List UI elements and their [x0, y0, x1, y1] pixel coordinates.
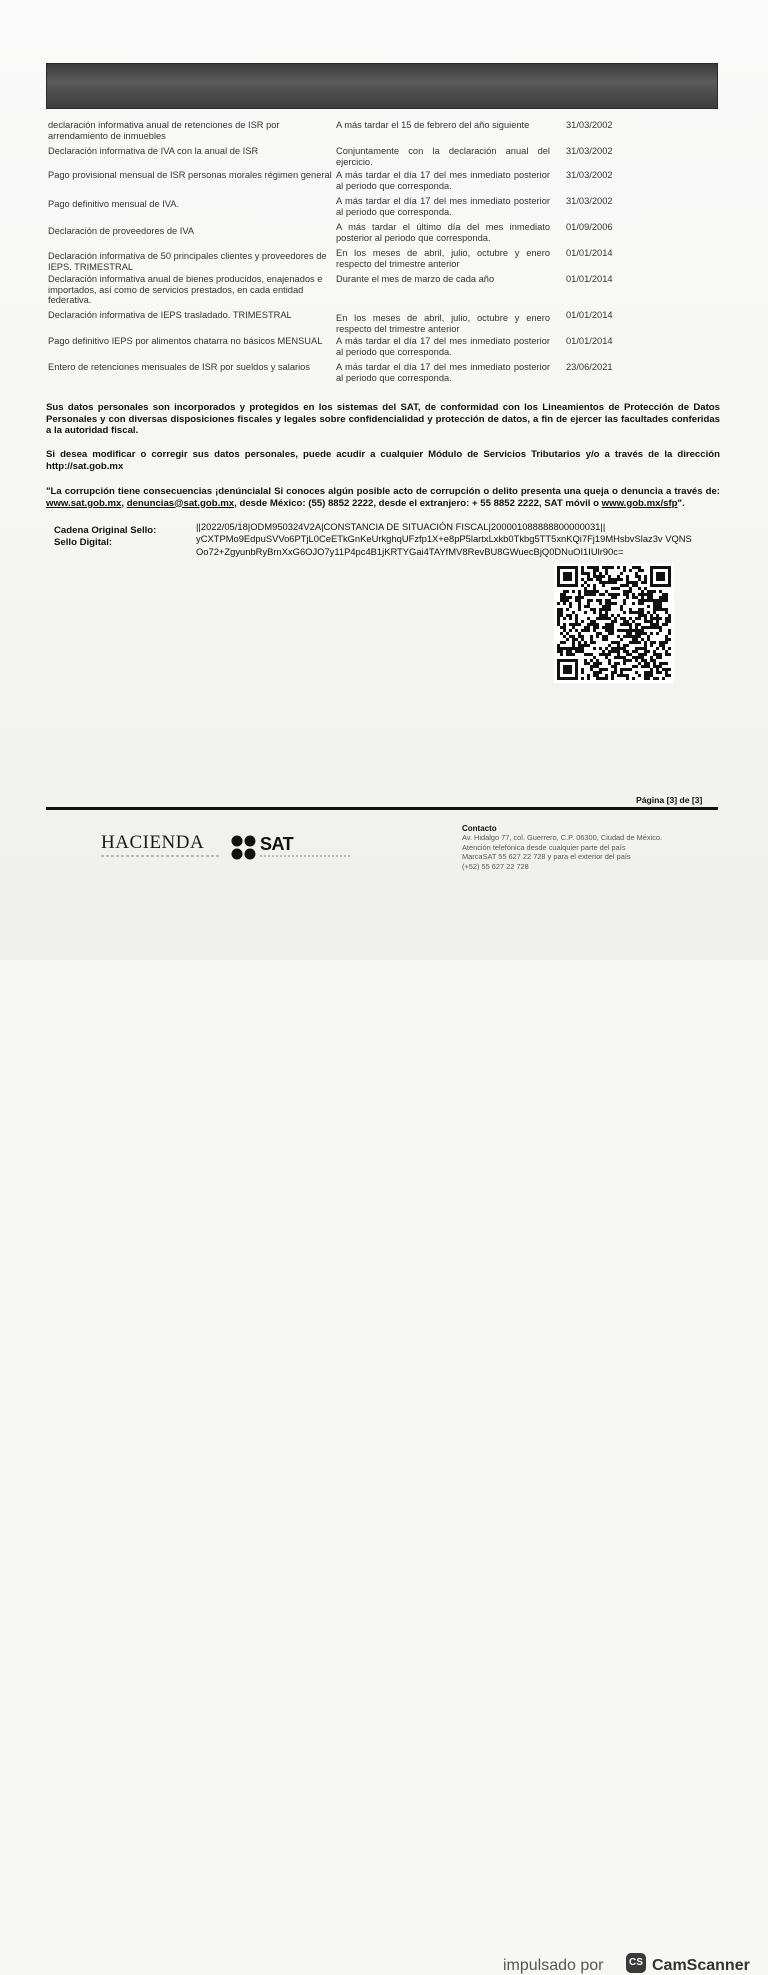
- table-header-bar: [46, 63, 718, 109]
- impulsado-text: impulsado por: [503, 1957, 604, 1974]
- document-page: [0, 0, 768, 960]
- sat-logo-subtitle: [260, 855, 352, 857]
- contact-title: Contacto: [462, 824, 497, 833]
- due-cell: A más tardar el día 17 del mes inmediato posterior al periodo que corresponda.: [336, 336, 550, 357]
- sat-logo-text: SAT: [260, 834, 294, 854]
- start-date-cell: 01/09/2006: [566, 222, 613, 232]
- table-row: [46, 310, 722, 336]
- hacienda-logo-subtitle: [101, 855, 221, 857]
- corruption-text: "La corrupción tiene consecuencias ¡denúncialal Si conoces algún posible acto de corrupción o delito presenta una queja o denuncia a través de:: [46, 486, 720, 497]
- start-date-cell: 31/03/2002: [566, 120, 613, 130]
- start-date-cell: 01/01/2014: [566, 310, 613, 320]
- due-cell: A más tardar el día 17 del mes inmediato posterior al periodo que corresponda.: [336, 196, 550, 217]
- footer-divider: [46, 807, 718, 810]
- privacy-notice: Sus datos personales son incorporados y protegidos en los sistemas del SAT, de conformidad con los Lineamientos de Protección de Datos Personales y con diversas disposiciones fiscales y legales sobre confidencialidad y protección de datos, a fin de ejercer las facultades conferidas a la autoridad fiscal.: [46, 402, 720, 436]
- corruption-phones-text: , desde México: (55) 8852 2222, desde el extranjero: + 55 8852 2222, SAT móvil o: [234, 497, 602, 509]
- seal-values: [196, 521, 696, 558]
- contact-line: (+52) 55 627 22 728: [462, 861, 529, 871]
- table-row: [46, 336, 722, 362]
- hacienda-logo: HACIENDA: [101, 832, 205, 853]
- obligation-cell: declaración informativa anual de retenciones de ISR por arrendamiento de inmuebles: [48, 120, 280, 141]
- obligation-cell: Declaración informativa de 50 principales clientes y proveedores de IEPS. TRIMESTRAL: [48, 251, 327, 272]
- obligation-cell: Pago provisional mensual de ISR personas morales régimen general: [48, 170, 332, 180]
- obligation-cell: Declaración informativa de IEPS trasladado. TRIMESTRAL: [48, 310, 292, 320]
- start-date-cell: 01/01/2014: [566, 248, 613, 258]
- sello-digital-label: Sello Digital:: [54, 537, 113, 548]
- camscanner-watermark-bar: [0, 960, 768, 1974]
- obligation-cell: Pago definitivo mensual de IVA.: [48, 199, 180, 209]
- table-row: [46, 274, 722, 310]
- due-cell: En los meses de abril, julio, octubre y enero respecto del trimestre anterior: [336, 313, 550, 334]
- table-row: [46, 146, 722, 170]
- start-date-cell: 31/03/2002: [566, 146, 613, 156]
- table-row: [46, 222, 722, 248]
- table-row: [46, 196, 722, 222]
- qr-code-icon: [554, 563, 674, 683]
- obligation-cell: Entero de retenciones mensuales de ISR por sueldos y salarios: [48, 362, 311, 372]
- due-cell: Durante el mes de marzo de cada año: [336, 274, 495, 284]
- table-row: [46, 120, 722, 146]
- contact-block: [462, 824, 722, 871]
- obligation-cell: Pago definitivo IEPS por alimentos chatarra no básicos MENSUAL: [48, 336, 323, 346]
- cadena-original-value: ||2022/05/18|ODM950324V2A|CONSTANCIA DE SITUACIÓN FISCAL|200001088888800000031||: [196, 521, 606, 532]
- contact-line: Atención telefónica desde cualquier parte del país: [462, 842, 626, 852]
- start-date-cell: 01/01/2014: [566, 274, 613, 284]
- sello-digital-value: yCXTPMo9EdpuSVVo6PTjL0CeETkGnKeUrkghqUFzfp1X+e8pP5lartxLxkb0Tkbg5TT5xnKQi7Fj19MHsbvSlaz3v VQNSOo72+ZgyunbRyBrnXxG6OJO7y11P4pc4B1jKRTYGai4TAYfMV8RevBU8GWuecBjQ0DNuOI1IUlr90c=: [196, 533, 692, 557]
- camscanner-icon: CS: [626, 1953, 646, 1973]
- start-date-cell: 31/03/2002: [566, 170, 613, 180]
- obligation-cell: Declaración informativa anual de bienes producidos, enajenados e importados, así como de servicios prestados, en cada entidad federativa.: [48, 274, 323, 305]
- table-row: [46, 170, 722, 196]
- closing-quote: ".: [677, 497, 685, 509]
- contact-line: Av. Hidalgo 77, col. Guerrero, C.P. 06300, Ciudad de México.: [462, 833, 663, 843]
- sfp-website-link[interactable]: www.gob.mx/sfp: [601, 497, 678, 509]
- corruption-notice: [46, 486, 720, 509]
- separator-text: ,: [121, 497, 127, 509]
- modify-data-notice: Si desea modificar o corregir sus datos personales, puede acudir a cualquier Módulo de Servicios Tributarios y/o a través de la dirección http://sat.gob.mx: [46, 449, 720, 472]
- start-date-cell: 31/03/2002: [566, 196, 613, 206]
- table-row: [46, 248, 722, 274]
- page-number: Página [3] de [3]: [636, 795, 703, 805]
- seal-labels: [54, 525, 156, 549]
- start-date-cell: 01/01/2014: [566, 336, 613, 346]
- due-cell: Conjuntamente con la declaración anual del ejercicio.: [336, 146, 550, 167]
- due-cell: En los meses de abril, julio, octubre y enero respecto del trimestre anterior: [336, 248, 550, 269]
- camscanner-brand: CamScanner: [652, 1957, 750, 1974]
- sat-website-link[interactable]: www.sat.gob.mx: [46, 497, 122, 509]
- due-cell: A más tardar el 15 de febrero del año siguiente: [336, 120, 530, 130]
- obligations-table: [46, 120, 722, 388]
- due-cell: A más tardar el día 17 del mes inmediato posterior al periodo que corresponda.: [336, 362, 550, 383]
- table-row: [46, 362, 722, 388]
- denuncias-email-link[interactable]: denuncias@sat.gob.mx: [126, 497, 235, 509]
- start-date-cell: 23/06/2021: [566, 362, 613, 372]
- obligation-cell: Declaración informativa de IVA con la anual de ISR: [48, 146, 259, 156]
- cadena-original-label: Cadena Original Sello:: [54, 525, 157, 536]
- contact-line: MarcaSAT 55 627 22 728 y para el exterior del país: [462, 852, 631, 862]
- due-cell: A más tardar el último día del mes inmediato posterior al periodo que corresponda.: [336, 222, 550, 243]
- obligation-cell: Declaración de proveedores de IVA: [48, 226, 195, 236]
- due-cell: A más tardar el día 17 del mes inmediato posterior al periodo que corresponda.: [336, 170, 550, 191]
